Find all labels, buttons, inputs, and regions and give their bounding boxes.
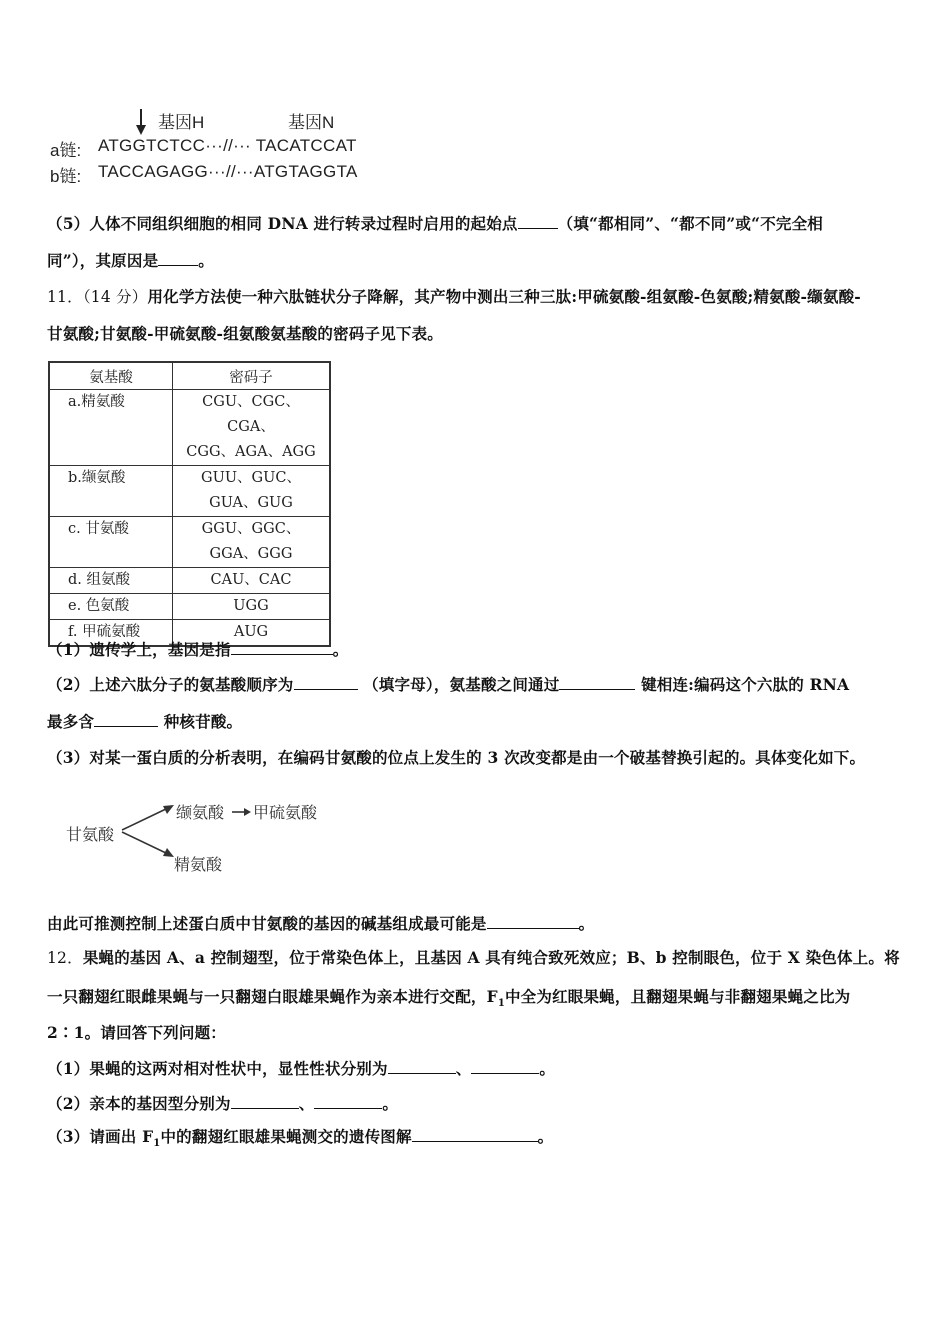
amino-acid-cell: f. 甲硫氨酸 bbox=[49, 620, 173, 647]
q11-part3: （3）对某一蛋白质的分析表明，在编码甘氨酸的位点上发生的 3 次改变都是由一个破基替换引起的。具体变化如下。 bbox=[47, 748, 866, 767]
answer-blank[interactable] bbox=[471, 1059, 539, 1074]
amino-acid-cell: c. 甘氨酸 bbox=[49, 517, 173, 568]
amino-acid-cell: a.精氨酸 bbox=[49, 390, 173, 466]
table-row bbox=[49, 390, 330, 466]
diagram-upper: 缬氨酸 bbox=[176, 803, 225, 822]
codon-cell: AUG bbox=[173, 620, 331, 647]
q12-part1: （1）果蝇的这两对相对性状中，显性性状分别为 、 。 bbox=[47, 1059, 556, 1078]
amino-acid-cell: b.缬氨酸 bbox=[49, 466, 173, 517]
table-row bbox=[49, 568, 330, 594]
q12-line3: 2∶1。请回答下列问题： bbox=[47, 1023, 226, 1042]
q11-part3-conclusion: 由此可推测控制上述蛋白质中甘氨酸的基因的碱基组成最可能是 。 bbox=[47, 914, 595, 933]
table-row bbox=[49, 466, 330, 517]
q11-line2: 甘氨酸;甘氨酸-甲硫氨酸-组氨酸氨基酸的密码子见下表。 bbox=[47, 324, 443, 343]
strand-b-label: b链: bbox=[50, 167, 82, 186]
amino-acid-cell: d. 组氨酸 bbox=[49, 568, 173, 594]
answer-blank[interactable] bbox=[412, 1127, 538, 1142]
gene-n-label: 基因N bbox=[288, 113, 335, 132]
codon-table bbox=[48, 361, 331, 647]
down-arrow-icon bbox=[133, 108, 149, 136]
table-row bbox=[49, 517, 330, 568]
codon-cell: GUU、GUC、 GUA、GUG bbox=[173, 466, 331, 517]
diagram-source: 甘氨酸 bbox=[66, 825, 115, 844]
amino-acid-cell: e. 色氨酸 bbox=[49, 594, 173, 620]
diagram-lower: 精氨酸 bbox=[174, 855, 223, 874]
gene-h-label: 基因H bbox=[158, 113, 205, 132]
branch-arrows-icon bbox=[118, 796, 178, 862]
table-row bbox=[49, 594, 330, 620]
table-header-row bbox=[49, 362, 330, 390]
q12-line2: 一只翻翅红眼雌果蝇与一只翻翅白眼雄果蝇作为亲本进行交配，$F_1$中全为红眼果蝇，且翻翅果蝇与非翻翅果蝇之比为 bbox=[47, 987, 851, 1010]
diagram-upper-next: 甲硫氨酸 bbox=[253, 803, 318, 822]
codon-cell: UGG bbox=[173, 594, 331, 620]
answer-blank[interactable] bbox=[231, 640, 333, 655]
codon-cell: GGU、GGC、 GGA、GGG bbox=[173, 517, 331, 568]
table-header: 密码子 bbox=[173, 362, 331, 390]
q12-part2: （2）亲本的基因型分别为 、 。 bbox=[47, 1094, 399, 1113]
answer-blank[interactable] bbox=[158, 251, 198, 266]
answer-blank[interactable] bbox=[487, 914, 579, 929]
right-arrow-icon bbox=[232, 806, 252, 818]
q12-part3: （3）请画出 $F_1$中的翻翅红眼雄果蝇测交的遗传图解 。 bbox=[47, 1127, 554, 1150]
answer-blank[interactable] bbox=[518, 214, 558, 229]
answer-blank[interactable] bbox=[314, 1094, 382, 1109]
codon-cell: CGU、CGC、CGA、 CGG、AGA、AGG bbox=[173, 390, 331, 466]
answer-blank[interactable] bbox=[94, 712, 158, 727]
answer-blank[interactable] bbox=[294, 675, 358, 690]
answer-blank[interactable] bbox=[559, 675, 635, 690]
codon-cell: CAU、CAC bbox=[173, 568, 331, 594]
q11-part1: （1）遗传学上，基因是指 。 bbox=[47, 640, 349, 659]
answer-blank[interactable] bbox=[231, 1094, 299, 1109]
strand-a-sequence: ATGGTCTCC···//··· TACATCCAT bbox=[98, 136, 357, 155]
strand-a-label: a链: bbox=[50, 141, 82, 160]
q11-part2-line2: 最多含 种核苷酸。 bbox=[47, 712, 243, 731]
answer-blank[interactable] bbox=[388, 1059, 456, 1074]
q10-part5-line1: （5）人体不同组织细胞的相同 DNA 进行转录过程时启用的起始点 （填“都相同”、“都不同”或“不完全相 bbox=[47, 214, 824, 233]
table-header: 氨基酸 bbox=[49, 362, 173, 390]
strand-b-sequence: TACCAGAGG···//···ATGTAGGTA bbox=[98, 162, 358, 181]
q10-part5-line2: 同”），其原因是 。 bbox=[47, 251, 214, 270]
q11-line1: 11．（14 分）用化学方法使一种六肽链状分子降解，其产物中测出三种三肽:甲硫氨酸-组氨酸-色氨酸;精氨酸-缬氨酸- bbox=[47, 287, 861, 306]
q12-line1: 12．果蝇的基因 A、a 控制翅型，位于常染色体上，且基因 A 具有纯合致死效应；B、b 控制眼色，位于 X 染色体上。将 bbox=[47, 948, 900, 967]
q11-part2-line1: （2）上述六肽分子的氨基酸顺序为 （填字母），氨基酸之间通过 键相连:编码这个六肽的 RNA bbox=[47, 675, 850, 694]
